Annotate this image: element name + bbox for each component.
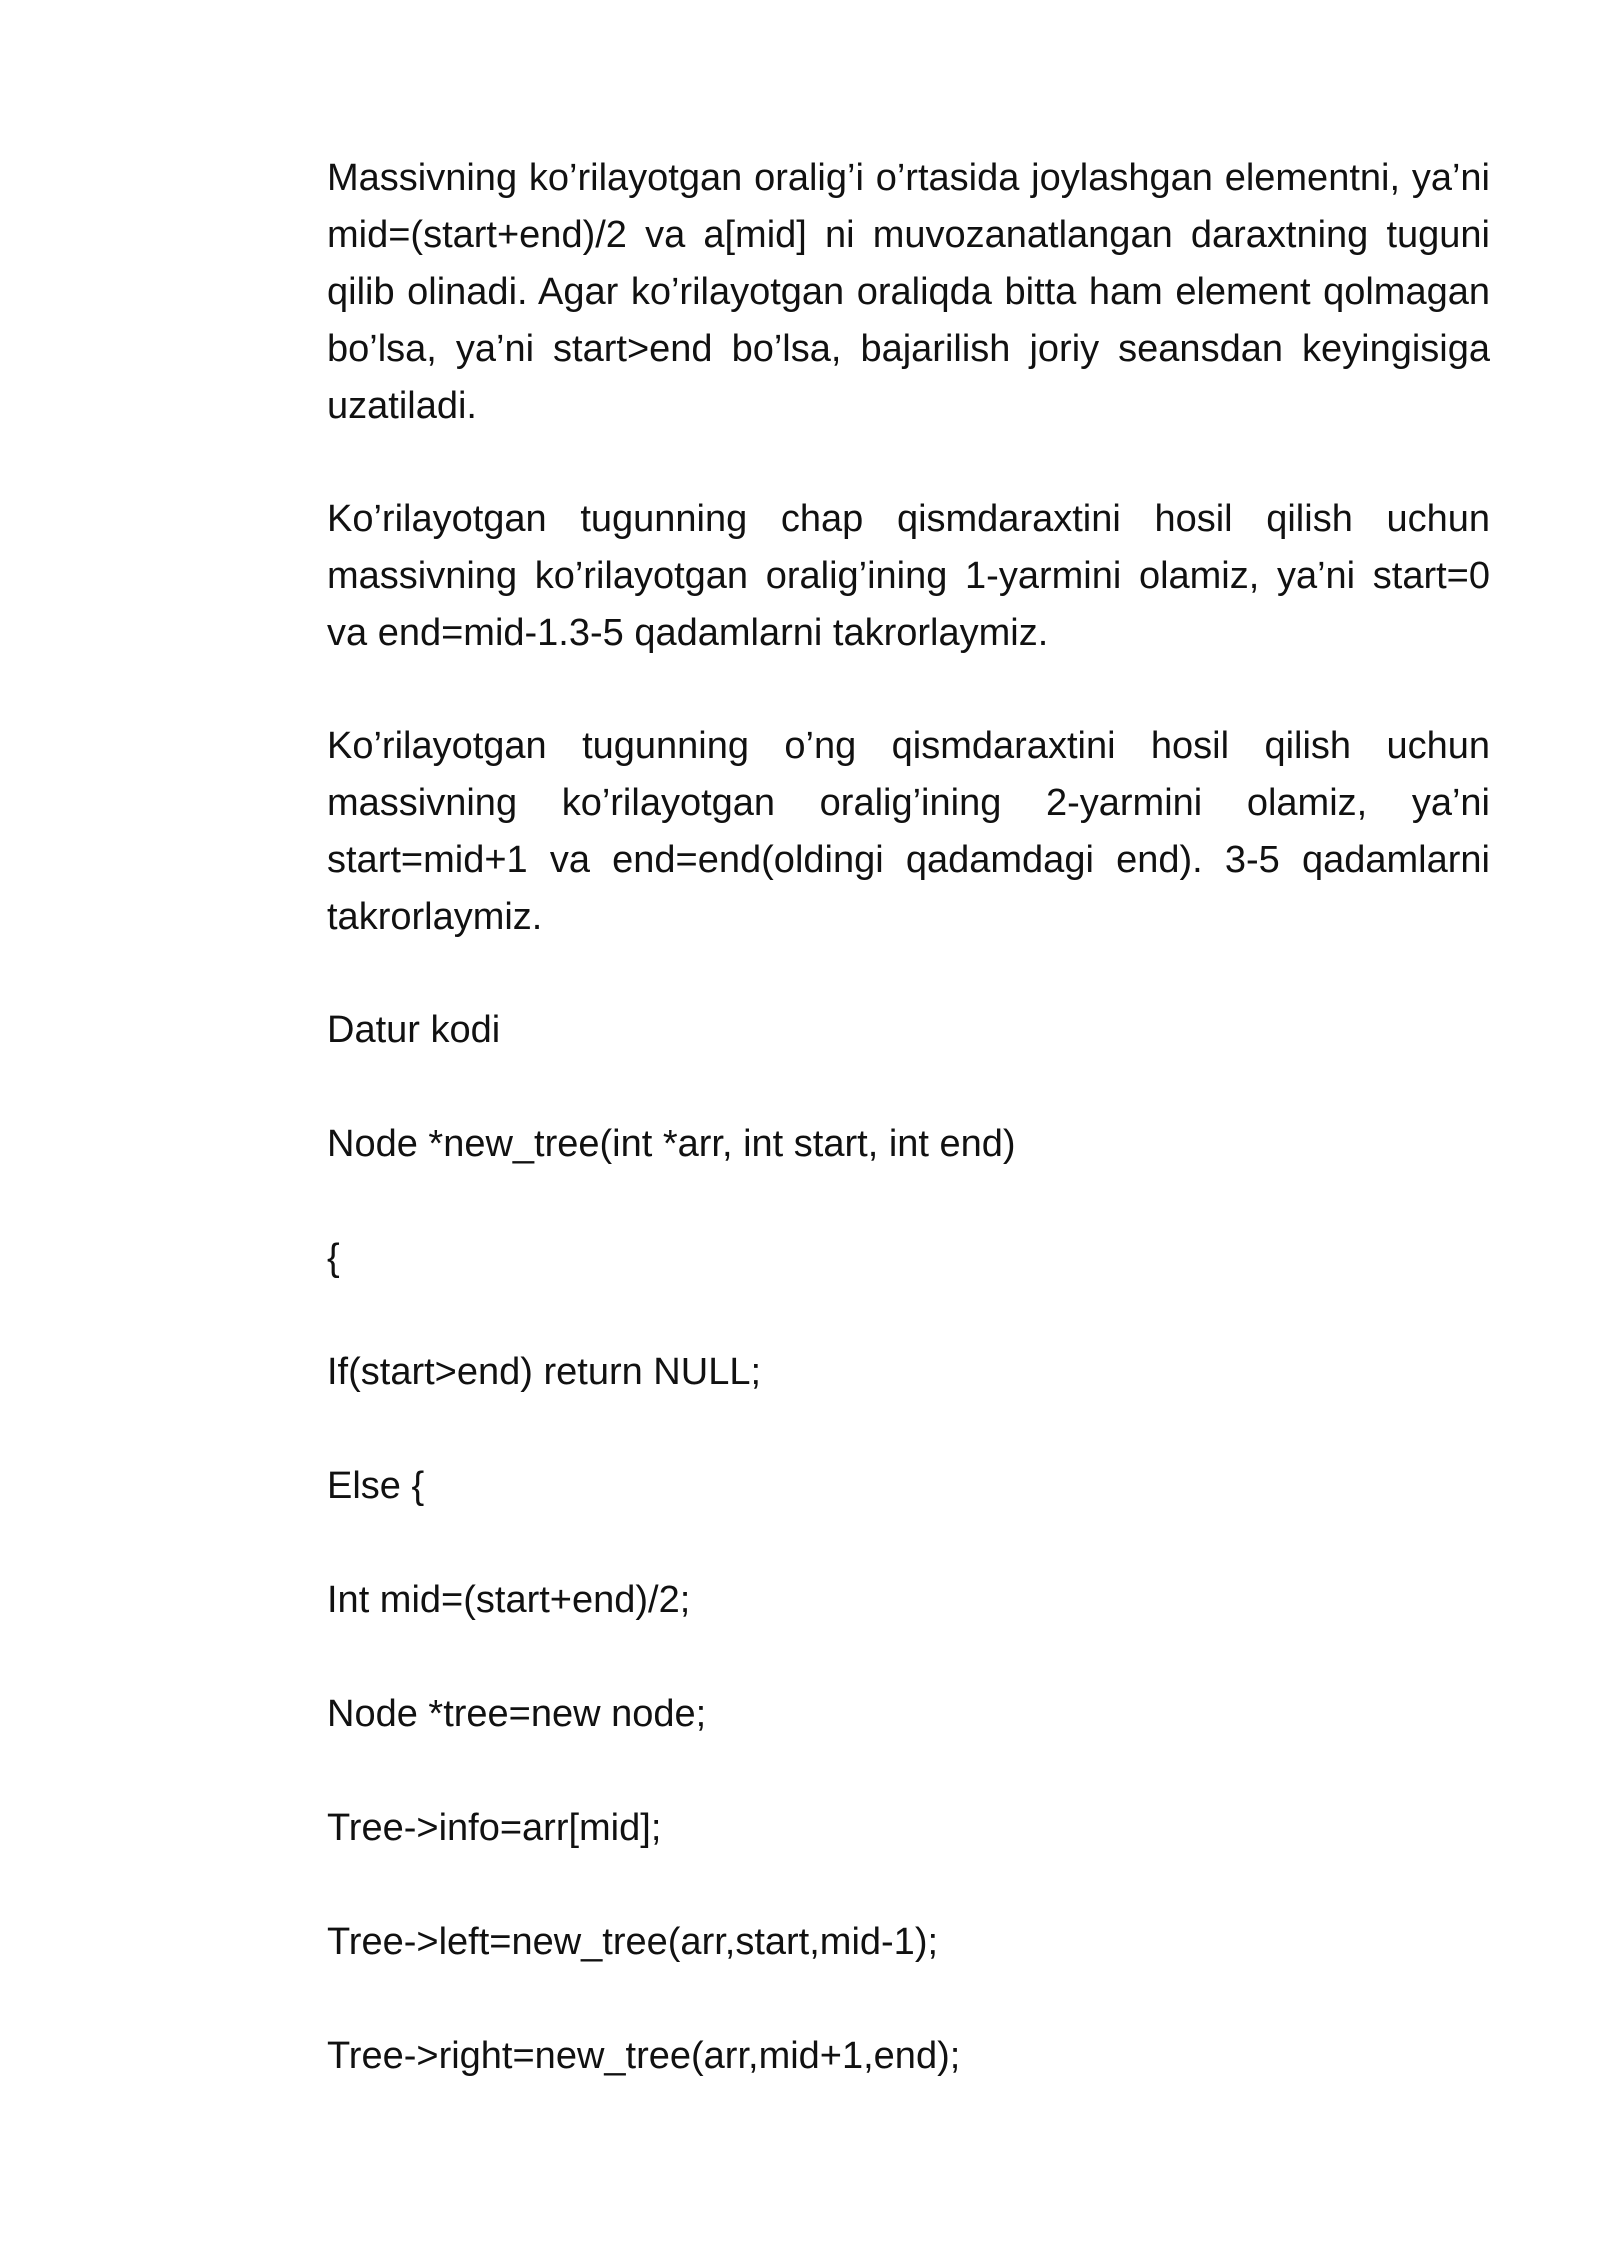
code-line: Tree->info=arr[mid]; bbox=[327, 1807, 662, 1849]
code-heading: Datur kodi bbox=[327, 1009, 501, 1051]
paragraph-mid-element: Massivning ko’rilayotgan oralig’i o’rtasida joylashgan elementni, ya’ni mid=(start+end)/2 va a[mid] ni muvozanatlangan daraxtning tuguni qilib olinadi. Agar ko’rilayotgan oraliqda bitta ham element qolmagan bo’lsa, ya’ni start>end bo’lsa, bajarilish joriy seansdan keyingisiga uzatiladi. bbox=[327, 157, 1490, 427]
code-line: Else { bbox=[327, 1465, 425, 1507]
code-line: Tree->left=new_tree(arr,start,mid-1); bbox=[327, 1921, 939, 1963]
paragraph-left-subtree: Ko’rilayotgan tugunning chap qismdaraxtini hosil qilish uchun massivning ko’rilayotgan oralig’ining 1-yarmini olamiz, ya’ni start=0 va end=mid-1.3-5 qadamlarni takrorlaymiz. bbox=[327, 498, 1490, 654]
code-line: Tree->right=new_tree(arr,mid+1,end); bbox=[327, 2035, 961, 2077]
code-line: { bbox=[327, 1237, 340, 1279]
code-line: Node *new_tree(int *arr, int start, int end) bbox=[327, 1123, 1016, 1165]
code-line: Int mid=(start+end)/2; bbox=[327, 1579, 691, 1621]
code-line: Node *tree=new node; bbox=[327, 1693, 707, 1735]
code-line: If(start>end) return NULL; bbox=[327, 1351, 762, 1393]
document-body bbox=[327, 150, 1490, 2142]
paragraph-right-subtree: Ko’rilayotgan tugunning o’ng qismdaraxtini hosil qilish uchun massivning ko’rilayotgan oralig’ining 2-yarmini olamiz, ya’ni start=mid+1 va end=end(oldingi qadamdagi end). 3-5 qadamlarni takrorlaymiz. bbox=[327, 725, 1490, 938]
